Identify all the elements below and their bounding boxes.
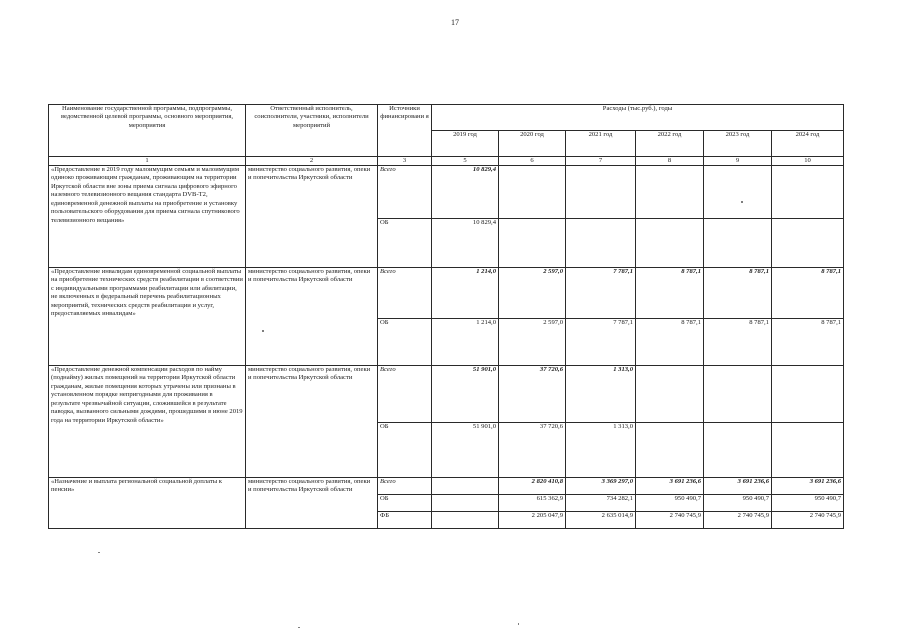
value-cell: 1 214,0: [432, 319, 499, 366]
column-number: 9: [704, 157, 772, 166]
value-cell: [566, 166, 636, 219]
value-cell: 37 720,6: [499, 366, 566, 423]
table-row: [49, 366, 844, 423]
column-number: 8: [636, 157, 704, 166]
column-numbers-row: [49, 157, 844, 166]
value-cell: 7 787,1: [566, 319, 636, 366]
source-label: Всего: [378, 366, 432, 423]
value-cell: [772, 423, 844, 478]
column-number: 2: [246, 157, 378, 166]
value-cell: 950 490,7: [636, 495, 704, 512]
value-cell: [772, 366, 844, 423]
value-cell: 2 635 014,9: [566, 512, 636, 529]
value-cell: [499, 166, 566, 219]
value-cell: [432, 495, 499, 512]
value-cell: 8 787,1: [704, 268, 772, 319]
column-number: 6: [499, 157, 566, 166]
source-label: ОБ: [378, 219, 432, 268]
scan-speck: [741, 201, 743, 203]
header-year: 2023 год: [704, 131, 772, 157]
value-cell: 3 691 236,6: [772, 478, 844, 495]
value-cell: [704, 423, 772, 478]
value-cell: [636, 219, 704, 268]
header-year: 2020 год: [499, 131, 566, 157]
value-cell: [432, 478, 499, 495]
value-cell: 734 282,1: [566, 495, 636, 512]
column-number: 3: [378, 157, 432, 166]
value-cell: 8 787,1: [636, 319, 704, 366]
scan-speck: [262, 330, 264, 332]
value-cell: [636, 366, 704, 423]
value-cell: 8 787,1: [636, 268, 704, 319]
value-cell: [636, 166, 704, 219]
header-year: 2024 год: [772, 131, 844, 157]
value-cell: [772, 166, 844, 219]
header-year: 2022 год: [636, 131, 704, 157]
value-cell: 3 691 236,6: [636, 478, 704, 495]
value-cell: 3 691 236,6: [704, 478, 772, 495]
responsible-executor: министерство социального развития, опеки и попечительства Иркутской области: [246, 366, 378, 478]
value-cell: 2 597,0: [499, 268, 566, 319]
value-cell: [566, 219, 636, 268]
scan-speck: [98, 552, 100, 553]
value-cell: 2 597,0: [499, 319, 566, 366]
value-cell: 1 313,0: [566, 423, 636, 478]
scan-speck: [298, 627, 300, 628]
scan-speck: [518, 623, 519, 625]
responsible-executor: министерство социального развития, опеки и попечительства Иркутской области: [246, 166, 378, 268]
header-expenses: Расходы (тыс.руб.), годы: [432, 105, 844, 131]
value-cell: [704, 166, 772, 219]
value-cell: 51 901,0: [432, 423, 499, 478]
value-cell: [636, 423, 704, 478]
value-cell: 51 901,0: [432, 366, 499, 423]
table-row: [49, 478, 844, 495]
budget-table: [48, 104, 844, 529]
value-cell: 3 369 297,0: [566, 478, 636, 495]
table-row: [49, 166, 844, 219]
measure-name: «Предоставление денежной компенсации расходов по найму (поднайму) жилых помещений на территории Иркутской области гражданам, жилые помещения которых утрачены или признаны в установленном порядке непригодными для проживания в результате чрезвычайной ситуации, сложившейся в результате паводка, вызванного сильными дождями, прошедшими в июне 2019 года на территории Иркутской области»: [49, 366, 246, 478]
header-year: 2019 год: [432, 131, 499, 157]
source-label: Всего: [378, 268, 432, 319]
page-number: 17: [451, 18, 459, 27]
measure-name: «Предоставление в 2019 году малоимущим семьям и малоимущим одиноко проживающим гражданам, проживающим на территории Иркутской области вне зоны приема сигнала цифрового эфирного наземного телевизионного вещания стандарта DVB-T2, единовременной денежной выплаты на приобретение и установку пользовательского оборудования для приема сигнала спутникового телевизионного вещания»: [49, 166, 246, 268]
header-responsible: Ответственный исполнитель, соисполнители, участники, исполнители мероприятий: [246, 105, 378, 157]
value-cell: [704, 219, 772, 268]
source-label: Всего: [378, 478, 432, 495]
header-source: Источники финансировани я: [378, 105, 432, 157]
table-row: [49, 268, 844, 319]
value-cell: 1 313,0: [566, 366, 636, 423]
column-number: 7: [566, 157, 636, 166]
value-cell: [432, 512, 499, 529]
source-label: ОБ: [378, 319, 432, 366]
value-cell: [772, 219, 844, 268]
column-number: 1: [49, 157, 246, 166]
value-cell: 8 787,1: [704, 319, 772, 366]
measure-name: «Предоставление инвалидам единовременной социальной выплаты на приобретение технических средств реабилитации в соответствии с индивидуальными программами реабилитации или абилитации, не включенных в федеральный перечень реабилитационных мероприятий, технических средств реабилитации и услуг, предоставляемых инвалидам»: [49, 268, 246, 366]
measure-name: «Назначение и выплата региональной социальной доплаты к пенсии»: [49, 478, 246, 529]
value-cell: 2 740 745,9: [704, 512, 772, 529]
value-cell: [499, 219, 566, 268]
value-cell: 2 205 047,9: [499, 512, 566, 529]
value-cell: 10 829,4: [432, 219, 499, 268]
header-year: 2021 год: [566, 131, 636, 157]
column-number: 10: [772, 157, 844, 166]
value-cell: 8 787,1: [772, 319, 844, 366]
value-cell: 2 740 745,9: [772, 512, 844, 529]
value-cell: [704, 366, 772, 423]
value-cell: 615 362,9: [499, 495, 566, 512]
value-cell: 8 787,1: [772, 268, 844, 319]
source-label: ФБ: [378, 512, 432, 529]
value-cell: 10 829,4: [432, 166, 499, 219]
value-cell: 950 490,7: [772, 495, 844, 512]
source-label: ОБ: [378, 423, 432, 478]
value-cell: 7 787,1: [566, 268, 636, 319]
responsible-executor: министерство социального развития, опеки и попечительства Иркутской области: [246, 268, 378, 366]
value-cell: 2 820 410,8: [499, 478, 566, 495]
value-cell: 1 214,0: [432, 268, 499, 319]
value-cell: 2 740 745,9: [636, 512, 704, 529]
value-cell: 950 490,7: [704, 495, 772, 512]
value-cell: 37 720,6: [499, 423, 566, 478]
source-label: Всего: [378, 166, 432, 219]
header-name: Наименование государственной программы, подпрограммы, ведомственной целевой программы, основного мероприятия, мероприятия: [49, 105, 246, 157]
column-number: 5: [432, 157, 499, 166]
responsible-executor: министерство социального развития, опеки и попечительства Иркутской области: [246, 478, 378, 529]
source-label: ОБ: [378, 495, 432, 512]
